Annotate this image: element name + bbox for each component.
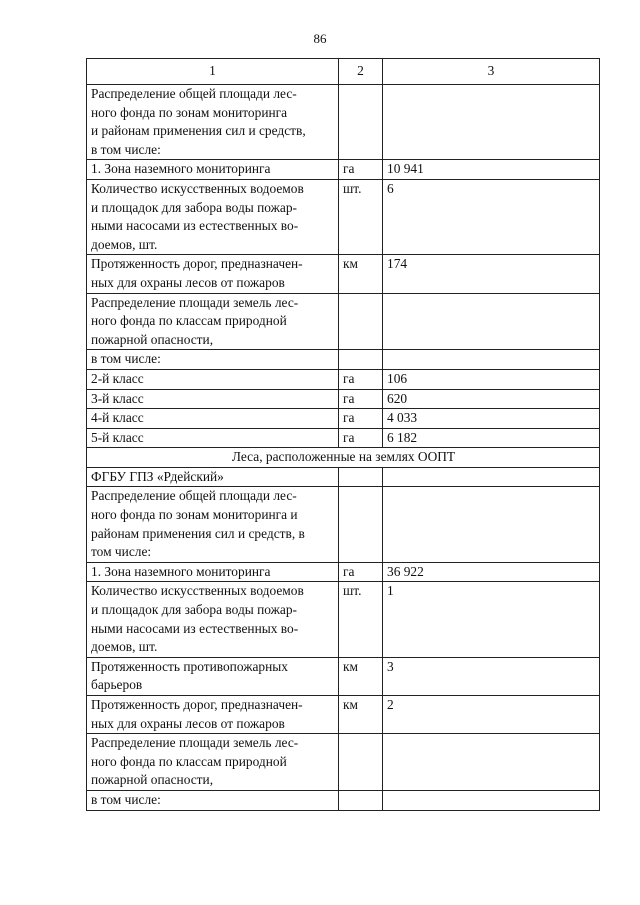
indicator-cell: Распределение общей площади лес- ного фонда по зонам мониторинга и районам применения сил и средств, в том числе:	[87, 85, 339, 160]
indicator-cell: 3-й класс	[87, 389, 339, 409]
indicator-cell: 1. Зона наземного мониторинга	[87, 562, 339, 582]
unit-cell	[339, 790, 383, 810]
value-cell: 620	[383, 389, 600, 409]
indicator-cell: Количество искусственных водоемов и площадок для забора воды пожар- ными насосами из естественных во- доемов, шт.	[87, 582, 339, 657]
indicator-cell: Протяженность дорог, предназначен- ных для охраны лесов от пожаров	[87, 255, 339, 293]
table-row	[87, 85, 600, 160]
table-row	[87, 350, 600, 370]
value-cell: 3	[383, 657, 600, 695]
value-cell: 10 941	[383, 160, 600, 180]
column-header-3: 3	[383, 59, 600, 85]
section-title: Леса, расположенные на землях ООПТ	[87, 448, 600, 468]
value-cell	[383, 487, 600, 562]
table-row	[87, 255, 600, 293]
indicator-cell: в том числе:	[87, 350, 339, 370]
table-row	[87, 562, 600, 582]
table-row	[87, 734, 600, 791]
table-row	[87, 160, 600, 180]
indicator-cell: Распределение общей площади лес- ного фонда по зонам мониторинга и районам применения сил и средств, в том числе:	[87, 487, 339, 562]
table-row	[87, 369, 600, 389]
unit-cell: шт.	[339, 582, 383, 657]
indicator-cell: Распределение площади земель лес- ного фонда по классам природной пожарной опасности,	[87, 293, 339, 350]
value-cell: 1	[383, 582, 600, 657]
table-row	[87, 790, 600, 810]
value-cell: 6	[383, 179, 600, 254]
indicator-cell: Количество искусственных водоемов и площадок для забора воды пожар- ными насосами из естественных во- доемов, шт.	[87, 179, 339, 254]
unit-cell: шт.	[339, 179, 383, 254]
table-row	[87, 657, 600, 695]
page-number: 86	[313, 31, 327, 46]
unit-cell: га	[339, 409, 383, 429]
unit-cell: га	[339, 389, 383, 409]
value-cell: 36 922	[383, 562, 600, 582]
table-row	[87, 293, 600, 350]
indicator-cell: 1. Зона наземного мониторинга	[87, 160, 339, 180]
table-row	[87, 179, 600, 254]
indicator-cell: 2-й класс	[87, 369, 339, 389]
unit-cell: га	[339, 369, 383, 389]
table-row	[87, 467, 600, 487]
table-row	[87, 428, 600, 448]
column-header-1: 1	[87, 59, 339, 85]
unit-cell: га	[339, 428, 383, 448]
table-body	[87, 59, 600, 811]
indicator-cell: в том числе:	[87, 790, 339, 810]
unit-cell	[339, 350, 383, 370]
section-header-row	[87, 448, 600, 468]
value-cell: 6 182	[383, 428, 600, 448]
unit-cell: км	[339, 657, 383, 695]
unit-cell: га	[339, 562, 383, 582]
table-row	[87, 487, 600, 562]
value-cell	[383, 734, 600, 791]
column-header-2: 2	[339, 59, 383, 85]
value-cell	[383, 350, 600, 370]
unit-cell	[339, 293, 383, 350]
value-cell	[383, 467, 600, 487]
value-cell: 4 033	[383, 409, 600, 429]
value-cell	[383, 790, 600, 810]
value-cell: 106	[383, 369, 600, 389]
indicator-cell: Протяженность противопожарных барьеров	[87, 657, 339, 695]
indicator-cell: 4-й класс	[87, 409, 339, 429]
indicator-cell: Распределение площади земель лес- ного фонда по классам природной пожарной опасности,	[87, 734, 339, 791]
unit-cell	[339, 487, 383, 562]
table-row	[87, 696, 600, 734]
unit-cell	[339, 467, 383, 487]
unit-cell: км	[339, 696, 383, 734]
table-header-row	[87, 59, 600, 85]
unit-cell: км	[339, 255, 383, 293]
table-row	[87, 389, 600, 409]
value-cell	[383, 85, 600, 160]
indicator-cell: 5-й класс	[87, 428, 339, 448]
value-cell	[383, 293, 600, 350]
unit-cell: га	[339, 160, 383, 180]
indicator-cell: ФГБУ ГПЗ «Рдейский»	[87, 467, 339, 487]
unit-cell	[339, 734, 383, 791]
table-row	[87, 409, 600, 429]
data-table	[86, 58, 600, 811]
value-cell: 174	[383, 255, 600, 293]
unit-cell	[339, 85, 383, 160]
indicator-cell: Протяженность дорог, предназначен- ных для охраны лесов от пожаров	[87, 696, 339, 734]
table-row	[87, 582, 600, 657]
value-cell: 2	[383, 696, 600, 734]
